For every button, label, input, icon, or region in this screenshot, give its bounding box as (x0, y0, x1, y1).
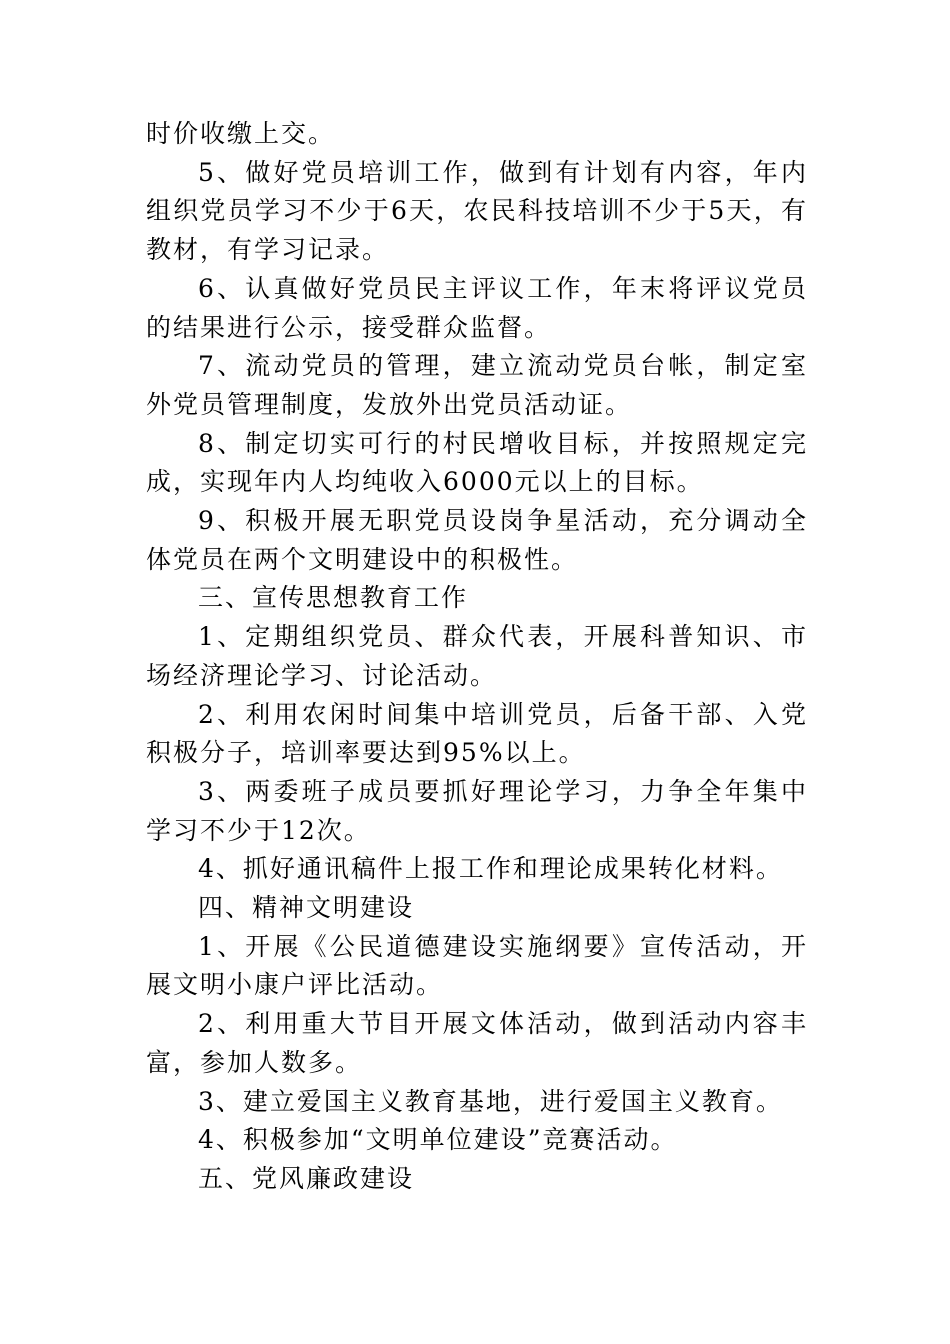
paragraph-s3-item-3: 3、两委班子成员要抓好理论学习，力争全年集中学习不少于12次。 (146, 776, 808, 845)
section-heading-5: 五、党风廉政建设 (198, 1163, 415, 1193)
paragraph-item-6-evaluation: 6、认真做好党员民主评议工作，年末将评议党员的结果进行公示，接受群众监督。 (146, 273, 808, 342)
paragraph-s3-item-1: 1、定期组织党员、群众代表，开展科普知识、市场经济理论学习、讨论活动。 (146, 622, 808, 690)
document-body (146, 115, 808, 1199)
paragraph-s4-item-3: 3、建立爱国主义教育基地，进行爱国主义教育。 (198, 1086, 783, 1116)
paragraph-item-5-training: 5、做好党员培训工作，做到有计划有内容，年内组织党员学习不少于6天，农民科技培训不少于5天，有教材，有学习记录。 (146, 157, 808, 265)
paragraph-item-7-mobile-members: 7、流动党员的管理，建立流动党员台帐，制定室外党员管理制度，发放外出党员活动证。 (146, 351, 808, 419)
paragraph-s4-item-4: 4、积极参加“文明单位建设”竞赛活动。 (198, 1125, 678, 1155)
paragraph-s3-item-4: 4、抓好通讯稿件上报工作和理论成果转化材料。 (198, 854, 783, 884)
paragraph-item-8-income: 8、制定切实可行的村民增收目标，并按照规定完成，实现年内人均纯收入6000元以上的目标。 (146, 428, 808, 497)
section-heading-4: 四、精神文明建设 (198, 893, 415, 923)
paragraph-item-9-activities: 9、积极开展无职党员设岗争星活动，充分调动全体党员在两个文明建设中的积极性。 (146, 506, 808, 574)
paragraph-s4-item-1: 1、开展《公民道德建设实施纲要》宣传活动，开展文明小康户评比活动。 (146, 931, 808, 1000)
paragraph-continuation: 时价收缴上交。 (146, 119, 336, 148)
paragraph-s3-item-2: 2、利用农闲时间集中培训党员，后备干部、入党积极分子，培训率要达到95%以上。 (146, 699, 808, 768)
paragraph-s4-item-2: 2、利用重大节目开展文体活动，做到活动内容丰富，参加人数多。 (146, 1009, 808, 1077)
section-heading-3: 三、宣传思想教育工作 (198, 583, 469, 613)
